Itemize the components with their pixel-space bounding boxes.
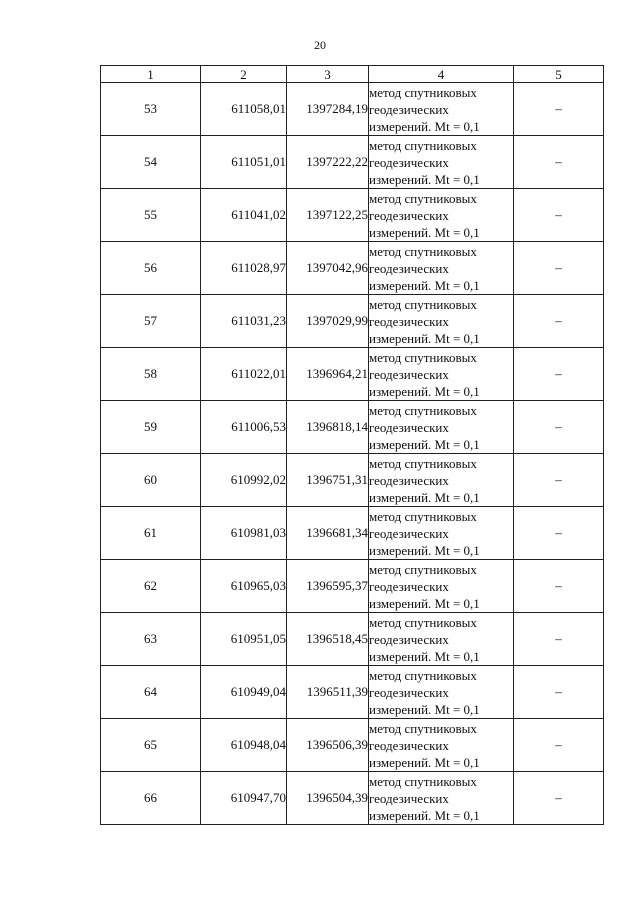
method-line: измерений. Mt = 0,1 [369, 489, 480, 505]
method-line: геодезических [369, 154, 449, 170]
coord-y: 1396595,37 [287, 560, 369, 613]
col5-value: – [514, 560, 604, 613]
point-number: 60 [101, 454, 201, 507]
coord-x: 610951,05 [201, 613, 287, 666]
method-line: измерений. Mt = 0,1 [369, 754, 480, 770]
coord-y: 1396506,39 [287, 719, 369, 772]
method-cell [369, 242, 514, 295]
point-number: 56 [101, 242, 201, 295]
table-row [101, 666, 604, 719]
table-row [101, 507, 604, 560]
method-line: геодезических [369, 631, 449, 647]
method-line: метод спутниковых [369, 84, 477, 100]
method-cell [369, 348, 514, 401]
coord-x: 611051,01 [201, 136, 287, 189]
coord-x: 611006,53 [201, 401, 287, 454]
coord-x: 610965,03 [201, 560, 287, 613]
method-line: метод спутниковых [369, 137, 477, 153]
table-header-row [101, 66, 604, 83]
header-col-5: 5 [514, 66, 604, 83]
coord-x: 610948,04 [201, 719, 287, 772]
col5-value: – [514, 295, 604, 348]
method-line: измерений. Mt = 0,1 [369, 436, 480, 452]
method-line: измерений. Mt = 0,1 [369, 648, 480, 664]
coord-y: 1397284,19 [287, 83, 369, 136]
method-cell [369, 295, 514, 348]
method-line: измерений. Mt = 0,1 [369, 330, 480, 346]
point-number: 62 [101, 560, 201, 613]
method-line: геодезических [369, 207, 449, 223]
coord-y: 1396818,14 [287, 401, 369, 454]
coord-y: 1397122,25 [287, 189, 369, 242]
method-line: измерений. Mt = 0,1 [369, 118, 480, 134]
method-line: метод спутниковых [369, 667, 477, 683]
coord-y: 1397029,99 [287, 295, 369, 348]
table-row [101, 401, 604, 454]
method-line: метод спутниковых [369, 296, 477, 312]
table-row [101, 295, 604, 348]
method-line: измерений. Mt = 0,1 [369, 807, 480, 823]
coordinates-table [100, 65, 604, 825]
method-line: метод спутниковых [369, 561, 477, 577]
method-line: геодезических [369, 790, 449, 806]
method-line: геодезических [369, 525, 449, 541]
method-line: геодезических [369, 260, 449, 276]
coord-y: 1396518,45 [287, 613, 369, 666]
method-cell [369, 719, 514, 772]
method-line: метод спутниковых [369, 720, 477, 736]
header-col-4: 4 [369, 66, 514, 83]
method-line: геодезических [369, 419, 449, 435]
col5-value: – [514, 401, 604, 454]
coord-y: 1396504,39 [287, 772, 369, 825]
method-line: измерений. Mt = 0,1 [369, 171, 480, 187]
col5-value: – [514, 613, 604, 666]
method-cell [369, 454, 514, 507]
table-row [101, 242, 604, 295]
method-line: метод спутниковых [369, 508, 477, 524]
point-number: 53 [101, 83, 201, 136]
col5-value: – [514, 136, 604, 189]
method-cell [369, 772, 514, 825]
method-cell [369, 401, 514, 454]
method-line: геодезических [369, 366, 449, 382]
method-line: метод спутниковых [369, 190, 477, 206]
coord-x: 610981,03 [201, 507, 287, 560]
coord-y: 1396511,39 [287, 666, 369, 719]
col5-value: – [514, 454, 604, 507]
coord-x: 611058,01 [201, 83, 287, 136]
point-number: 66 [101, 772, 201, 825]
col5-value: – [514, 507, 604, 560]
method-cell [369, 189, 514, 242]
table-row [101, 83, 604, 136]
method-line: измерений. Mt = 0,1 [369, 595, 480, 611]
point-number: 63 [101, 613, 201, 666]
method-line: измерений. Mt = 0,1 [369, 701, 480, 717]
coord-x: 611028,97 [201, 242, 287, 295]
coord-x: 611022,01 [201, 348, 287, 401]
method-line: геодезических [369, 472, 449, 488]
method-line: измерений. Mt = 0,1 [369, 542, 480, 558]
table-row [101, 189, 604, 242]
col5-value: – [514, 242, 604, 295]
coord-y: 1396964,21 [287, 348, 369, 401]
col5-value: – [514, 189, 604, 242]
page-number: 20 [314, 38, 326, 52]
method-line: метод спутниковых [369, 402, 477, 418]
coord-x: 610949,04 [201, 666, 287, 719]
col5-value: – [514, 719, 604, 772]
col5-value: – [514, 666, 604, 719]
point-number: 55 [101, 189, 201, 242]
point-number: 54 [101, 136, 201, 189]
point-number: 57 [101, 295, 201, 348]
coord-y: 1396751,31 [287, 454, 369, 507]
method-line: измерений. Mt = 0,1 [369, 224, 480, 240]
coord-x: 611041,02 [201, 189, 287, 242]
header-col-3: 3 [287, 66, 369, 83]
method-line: метод спутниковых [369, 455, 477, 471]
table-row [101, 348, 604, 401]
point-number: 59 [101, 401, 201, 454]
method-line: геодезических [369, 101, 449, 117]
method-cell [369, 136, 514, 189]
table-row [101, 719, 604, 772]
method-cell [369, 507, 514, 560]
header-col-2: 2 [201, 66, 287, 83]
coord-x: 610992,02 [201, 454, 287, 507]
method-cell [369, 83, 514, 136]
method-line: метод спутниковых [369, 243, 477, 259]
table-row [101, 560, 604, 613]
method-line: геодезических [369, 578, 449, 594]
point-number: 65 [101, 719, 201, 772]
method-line: геодезических [369, 313, 449, 329]
point-number: 58 [101, 348, 201, 401]
method-cell [369, 613, 514, 666]
coord-y: 1397042,96 [287, 242, 369, 295]
method-line: метод спутниковых [369, 614, 477, 630]
table-row [101, 136, 604, 189]
coord-x: 610947,70 [201, 772, 287, 825]
method-line: геодезических [369, 684, 449, 700]
point-number: 61 [101, 507, 201, 560]
table-row [101, 613, 604, 666]
method-cell [369, 666, 514, 719]
coord-y: 1396681,34 [287, 507, 369, 560]
table-row [101, 772, 604, 825]
col5-value: – [514, 348, 604, 401]
method-line: метод спутниковых [369, 349, 477, 365]
method-cell [369, 560, 514, 613]
method-line: измерений. Mt = 0,1 [369, 383, 480, 399]
method-line: измерений. Mt = 0,1 [369, 277, 480, 293]
point-number: 64 [101, 666, 201, 719]
table-row [101, 454, 604, 507]
coord-y: 1397222,22 [287, 136, 369, 189]
col5-value: – [514, 83, 604, 136]
coord-x: 611031,23 [201, 295, 287, 348]
method-line: геодезических [369, 737, 449, 753]
method-line: метод спутниковых [369, 773, 477, 789]
col5-value: – [514, 772, 604, 825]
header-col-1: 1 [101, 66, 201, 83]
